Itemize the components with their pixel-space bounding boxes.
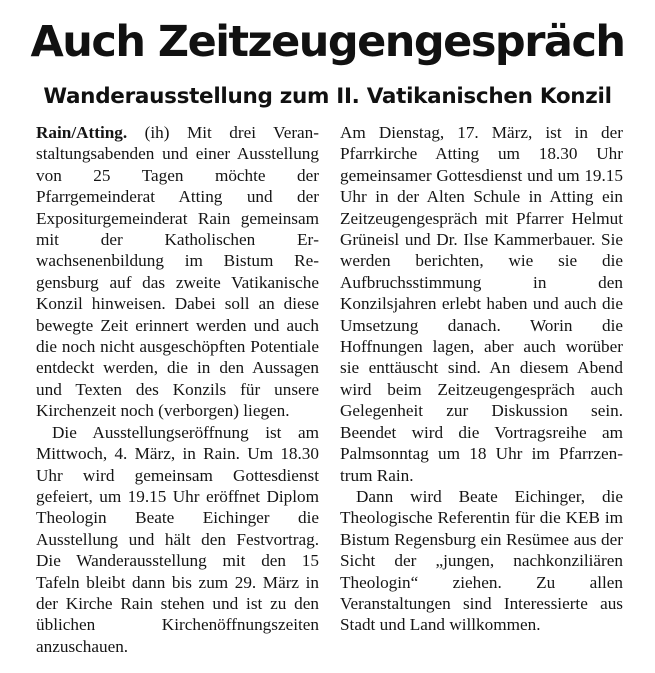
article-subheadline: Wanderausstellung zum II. Vatikanischen Konzil — [43, 84, 612, 109]
article-paragraph-4: Dann wird Beate Eichinger, die Theologische Referentin für die KEB im Bistum Regensburg ein Resümee aus der Sicht der „jungen, nachkonziliären Theologin“ ziehen. Zu allen Veranstaltungen sind Interessierte aus Stadt und Land willkommen. — [340, 486, 623, 635]
article-paragraph-3: Am Dienstag, 17. März, ist in der Pfarrkirche Atting um 18.30 Uhr gemeinsamer Gottesdienst und um 19.15 Uhr in der Alten Schule in Atting ein Zeitzeugengespräch mit Pfarrer Helmut Grüneisl und Dr. Ilse Kammerbauer. Sie werden berichten, wie sie die Aufbruchsstimmung in den Konzilsjahren erlebt haben und auch die Umsetzung danach. Worin die Hoffnungen lagen, aber auch worüber sie enttäuscht sind. An diesem Abend wird beim Zeitzeugengespräch auch Gelegenheit zur Diskussion sein. Beendet wird die Vortragsreihe am Palmsonntag um 18 Uhr im Pfarrzentrum Rain. — [340, 123, 623, 485]
article-lead-paragraph — [36, 122, 319, 422]
dateline: Rain/Atting. — [36, 123, 128, 142]
lead-text: (ih) Mit drei Veranstaltungsabenden und einer Ausstellung von 25 Tagen möchte der Pfarrgemeinderat Atting und der Expositurgemeinderat Rain gemeinsam mit der Katholischen Erwachsenenbildung im Bistum Regensburg auf das zweite Vatikanische Konzil hinweisen. Dabei soll an diese bewegte Zeit erinnert werden und auch die noch nicht ausgeschöpften Potentiale entdeckt werden, die in den Aussagen und Texten des Konzils für unsere Kirchenzeit noch (verborgen) liegen. — [36, 123, 319, 421]
article-headline: Auch Zeitzeugengespräch — [30, 17, 625, 67]
column-right — [340, 122, 623, 636]
column-left — [36, 122, 319, 657]
article-paragraph-2: Die Ausstellungseröffnung ist am Mittwoch, 4. März, in Rain. Um 18.30 Uhr wird gemeinsam Gottesdienst gefeiert, um 19.15 Uhr eröffnet Diplom Theologin Beate Eichinger die Ausstellung und hält den Festvortrag. Die Wanderausstellung mit den 15 Tafeln bleibt dann bis zum 29. März in der Kirche Rain stehen und ist zu den üblichen Kirchenöffnungszeiten anzuschauen. — [36, 422, 319, 656]
